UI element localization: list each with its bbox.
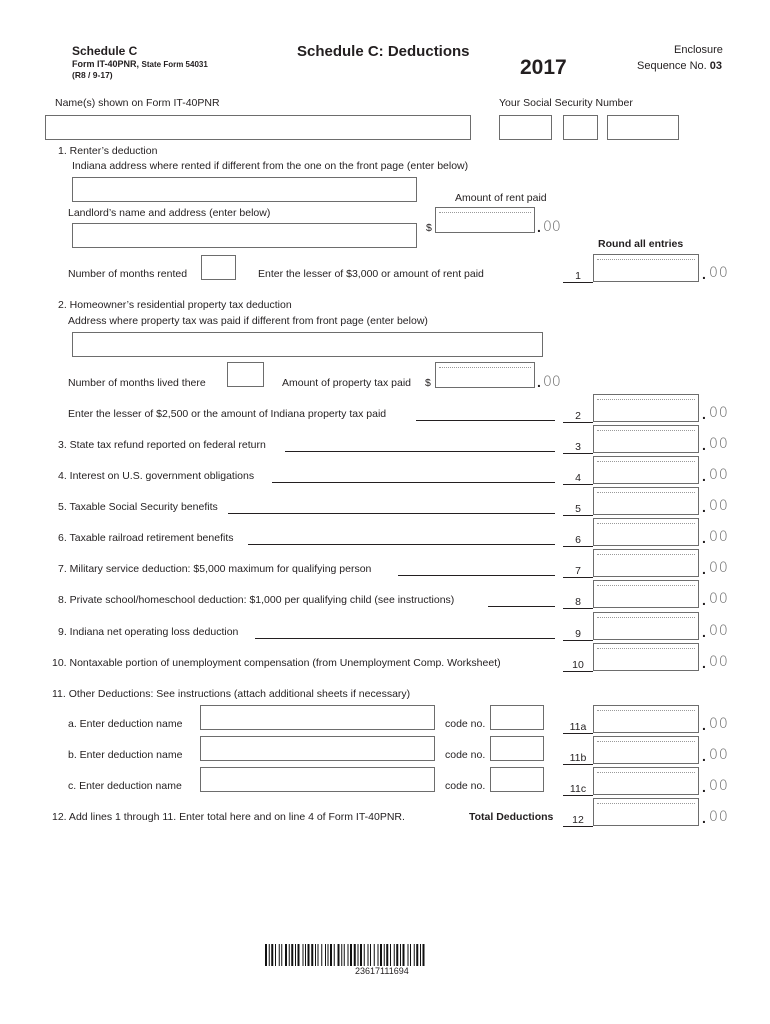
months-lived-field[interactable] bbox=[227, 362, 264, 387]
barcode-bar bbox=[341, 944, 342, 966]
line1-amount-field[interactable] bbox=[593, 254, 699, 282]
line2-amount-field[interactable] bbox=[593, 394, 699, 422]
barcode-bar bbox=[279, 944, 280, 966]
barcode-bar bbox=[338, 944, 340, 966]
line7-amount-field[interactable] bbox=[593, 549, 699, 577]
barcode-bar bbox=[370, 944, 371, 966]
barcode-bar bbox=[285, 944, 287, 966]
line11a-amount-field[interactable] bbox=[593, 705, 699, 733]
barcode-bar bbox=[358, 944, 359, 966]
barcode-bar bbox=[308, 944, 310, 966]
line10-amount: 10 . 00 bbox=[563, 643, 703, 671]
barcode-number: 23617111694 bbox=[355, 966, 409, 976]
line4-amount: 4 . 00 bbox=[563, 456, 703, 484]
barcode-bar bbox=[390, 944, 391, 966]
barcode-bar bbox=[423, 944, 425, 966]
cents: 00 bbox=[709, 529, 729, 545]
cents: 00 bbox=[709, 405, 729, 421]
line4-amount-field[interactable] bbox=[593, 456, 699, 484]
barcode-bar bbox=[380, 944, 382, 966]
barcode-bar bbox=[420, 944, 421, 966]
cents: 00 bbox=[709, 498, 729, 514]
barcode-bar bbox=[378, 944, 379, 966]
barcode-bar bbox=[364, 944, 365, 966]
ssn-field-part2[interactable] bbox=[563, 115, 598, 140]
line-number: 12 bbox=[572, 814, 584, 826]
line12-amount-field[interactable] bbox=[593, 798, 699, 826]
line9-amount-field[interactable] bbox=[593, 612, 699, 640]
barcode-bar bbox=[368, 944, 369, 966]
line11c-amount-field[interactable] bbox=[593, 767, 699, 795]
barcode-bar bbox=[344, 944, 345, 966]
cents: 00 bbox=[709, 778, 729, 794]
line3-amount-field[interactable] bbox=[593, 425, 699, 453]
barcode-bar bbox=[360, 944, 362, 966]
line2-address-label: Address where property tax was paid if different from front page (enter below) bbox=[68, 315, 428, 327]
barcode-bar bbox=[271, 944, 273, 966]
line11a-code-field[interactable] bbox=[490, 705, 544, 730]
line-number: 11b bbox=[569, 752, 587, 764]
revision: (R8 / 9-17) bbox=[72, 70, 113, 80]
line6-amount-field[interactable] bbox=[593, 518, 699, 546]
cents: 00 bbox=[709, 623, 729, 639]
line11b-amount: 11b . 00 bbox=[563, 736, 703, 764]
line-number: 1 bbox=[575, 270, 581, 282]
ssn-label: Your Social Security Number bbox=[499, 97, 633, 109]
line1-lesser-label: Enter the lesser of $3,000 or amount of rent paid bbox=[258, 268, 484, 280]
round-note: Round all entries bbox=[598, 238, 684, 250]
barcode-bar bbox=[374, 944, 375, 966]
barcode-bar bbox=[265, 944, 267, 966]
line11c-code-field[interactable] bbox=[490, 767, 544, 792]
barcode-bar bbox=[408, 944, 409, 966]
line11b-amount-field[interactable] bbox=[593, 736, 699, 764]
sequence-label: Sequence No. bbox=[637, 60, 707, 72]
line-number: 7 bbox=[575, 565, 581, 577]
barcode-bar bbox=[354, 944, 356, 966]
code-no-label: code no. bbox=[445, 780, 486, 792]
line-number: 11c bbox=[569, 783, 587, 795]
barcode-bar bbox=[311, 944, 313, 966]
barcode-bar bbox=[400, 944, 401, 966]
barcode-bar bbox=[403, 944, 405, 966]
line7-label: 7. Military service deduction: $5,000 maximum for qualifying person bbox=[58, 563, 372, 575]
code-no-label: code no. bbox=[445, 749, 486, 761]
line2-label: 2. Homeowner’s residential property tax deduction bbox=[58, 299, 292, 311]
barcode-bar bbox=[334, 944, 335, 966]
months-lived-label: Number of months lived there bbox=[68, 377, 206, 389]
line11c-label: c. Enter deduction name bbox=[68, 780, 182, 792]
dollar-sign: $ bbox=[425, 377, 431, 389]
barcode-bar bbox=[394, 944, 395, 966]
months-rented-field[interactable] bbox=[201, 255, 236, 280]
line-number: 4 bbox=[575, 472, 581, 484]
barcode-bar bbox=[291, 944, 293, 966]
cents: 00 bbox=[709, 716, 729, 732]
decimal-point: . bbox=[537, 219, 541, 235]
barcode-bar bbox=[305, 944, 306, 966]
line1-address-label: Indiana address where rented if different from the one on the front page (enter below) bbox=[72, 160, 469, 172]
form-line: Form IT-40PNR, bbox=[72, 59, 140, 69]
ssn-field-part3[interactable] bbox=[607, 115, 679, 140]
line11-label: 11. Other Deductions: See instructions (attach additional sheets if necessary) bbox=[52, 688, 411, 700]
barcode-bar bbox=[348, 944, 349, 966]
line11b-name-field[interactable] bbox=[200, 736, 435, 761]
line8-label: 8. Private school/homeschool deduction: $1,000 per qualifying child (see instructions) bbox=[58, 594, 455, 606]
months-rented-label: Number of months rented bbox=[68, 268, 188, 280]
line12-amount: 12 . 00 bbox=[563, 798, 703, 826]
line5-amount: 5 . 00 bbox=[563, 487, 703, 515]
decimal-point: . bbox=[537, 374, 541, 390]
name-field[interactable] bbox=[45, 115, 471, 140]
line8-amount-field[interactable] bbox=[593, 580, 699, 608]
line3-amount: 3 . 00 bbox=[563, 425, 703, 453]
line11a-label: a. Enter deduction name bbox=[68, 718, 183, 730]
line-number: 11a bbox=[569, 721, 587, 733]
dollar-sign: $ bbox=[426, 222, 432, 234]
barcode-bar bbox=[318, 944, 319, 966]
barcode-bar bbox=[269, 944, 270, 966]
line6-label: 6. Taxable railroad retirement benefits bbox=[58, 532, 234, 544]
cents: 00 bbox=[709, 747, 729, 763]
line11a-amount: 11a . 00 bbox=[563, 705, 703, 733]
barcode-bar bbox=[350, 944, 352, 966]
barcode-bar bbox=[315, 944, 316, 966]
cents: 00 bbox=[709, 591, 729, 607]
page-title: Schedule C: Deductions bbox=[297, 43, 470, 60]
line12-label: 12. Add lines 1 through 11. Enter total here and on line 4 of Form IT-40PNR. bbox=[52, 811, 405, 823]
line5-label: 5. Taxable Social Security benefits bbox=[58, 501, 218, 513]
property-tax-field[interactable] bbox=[435, 362, 535, 388]
sequence-value: 03 bbox=[709, 60, 723, 72]
cents: 00 bbox=[709, 560, 729, 576]
tax-year: 2017 bbox=[520, 56, 567, 79]
line5-amount-field[interactable] bbox=[593, 487, 699, 515]
sequence-number bbox=[637, 60, 722, 72]
barcode-bar bbox=[386, 944, 388, 966]
line1-label: 1. Renter’s deduction bbox=[58, 145, 158, 157]
line-number: 5 bbox=[575, 503, 581, 515]
line6-amount: 6 . 00 bbox=[563, 518, 703, 546]
barcode-bar bbox=[275, 944, 276, 966]
barcode-bar bbox=[289, 944, 290, 966]
property-tax-cents: 00 bbox=[543, 374, 561, 390]
cents: 00 bbox=[709, 654, 729, 670]
barcode-bar bbox=[414, 944, 415, 966]
name-label: Name(s) shown on Form IT-40PNR bbox=[55, 97, 220, 109]
cents: 00 bbox=[709, 436, 729, 452]
line-number: 3 bbox=[575, 441, 581, 453]
line-number: 9 bbox=[575, 628, 581, 640]
cents: 00 bbox=[709, 467, 729, 483]
barcode-bar bbox=[303, 944, 304, 966]
landlord-field[interactable] bbox=[72, 223, 417, 248]
barcode-bar bbox=[384, 944, 385, 966]
line10-label: 10. Nontaxable portion of unemployment compensation (from Unemployment Comp. Worksheet) bbox=[52, 657, 501, 669]
line8-amount: 8 . 00 bbox=[563, 580, 703, 608]
line4-label: 4. Interest on U.S. government obligations bbox=[58, 470, 255, 482]
barcode-bar bbox=[330, 944, 332, 966]
rent-cents: 00 bbox=[543, 219, 561, 235]
barcode-bar bbox=[410, 944, 411, 966]
landlord-label: Landlord’s name and address (enter below) bbox=[68, 207, 271, 219]
barcode-bar bbox=[325, 944, 326, 966]
property-address-field[interactable] bbox=[72, 332, 543, 357]
line3-label: 3. State tax refund reported on federal return bbox=[58, 439, 266, 451]
line11a-name-field[interactable] bbox=[200, 705, 435, 730]
barcode-bar bbox=[281, 944, 282, 966]
rent-amount-field[interactable] bbox=[435, 207, 535, 233]
line11c-amount: 11c . 00 bbox=[563, 767, 703, 795]
line-number: 8 bbox=[575, 596, 581, 608]
form-id bbox=[72, 59, 208, 69]
line-number: 2 bbox=[575, 410, 581, 422]
line9-label: 9. Indiana net operating loss deduction bbox=[58, 626, 239, 638]
line7-amount: 7 . 00 bbox=[563, 549, 703, 577]
code-no-label: code no. bbox=[445, 718, 486, 730]
property-tax-label: Amount of property tax paid bbox=[282, 377, 411, 389]
barcode-bar bbox=[298, 944, 300, 966]
line-number: 10 bbox=[572, 659, 584, 671]
line9-amount: 9 . 00 bbox=[563, 612, 703, 640]
enclosure-label: Enclosure bbox=[674, 44, 723, 56]
rental-address-field[interactable] bbox=[72, 177, 417, 202]
line11b-label: b. Enter deduction name bbox=[68, 749, 183, 761]
barcode bbox=[265, 944, 507, 966]
line2-lesser-label: Enter the lesser of $2,500 or the amount of Indiana property tax paid bbox=[68, 408, 387, 420]
barcode-bar bbox=[295, 944, 296, 966]
barcode-bar bbox=[396, 944, 398, 966]
schedule-label: Schedule C bbox=[72, 44, 138, 58]
line10-amount-field[interactable] bbox=[593, 643, 699, 671]
line1-amount: 1 . 00 bbox=[563, 254, 703, 282]
line11b-code-field[interactable] bbox=[490, 736, 544, 761]
rent-amount-label: Amount of rent paid bbox=[455, 192, 547, 204]
barcode-bar bbox=[321, 944, 322, 966]
barcode-bar bbox=[416, 944, 418, 966]
cents: 00 bbox=[709, 265, 729, 281]
line-number: 6 bbox=[575, 534, 581, 546]
line2-amount: 2 . 00 bbox=[563, 394, 703, 422]
line11c-name-field[interactable] bbox=[200, 767, 435, 792]
ssn-field-part1[interactable] bbox=[499, 115, 552, 140]
state-form: State Form 54031 bbox=[141, 60, 208, 69]
barcode-bar bbox=[328, 944, 329, 966]
total-deductions-label: Total Deductions bbox=[469, 811, 554, 823]
cents: 00 bbox=[709, 809, 729, 825]
